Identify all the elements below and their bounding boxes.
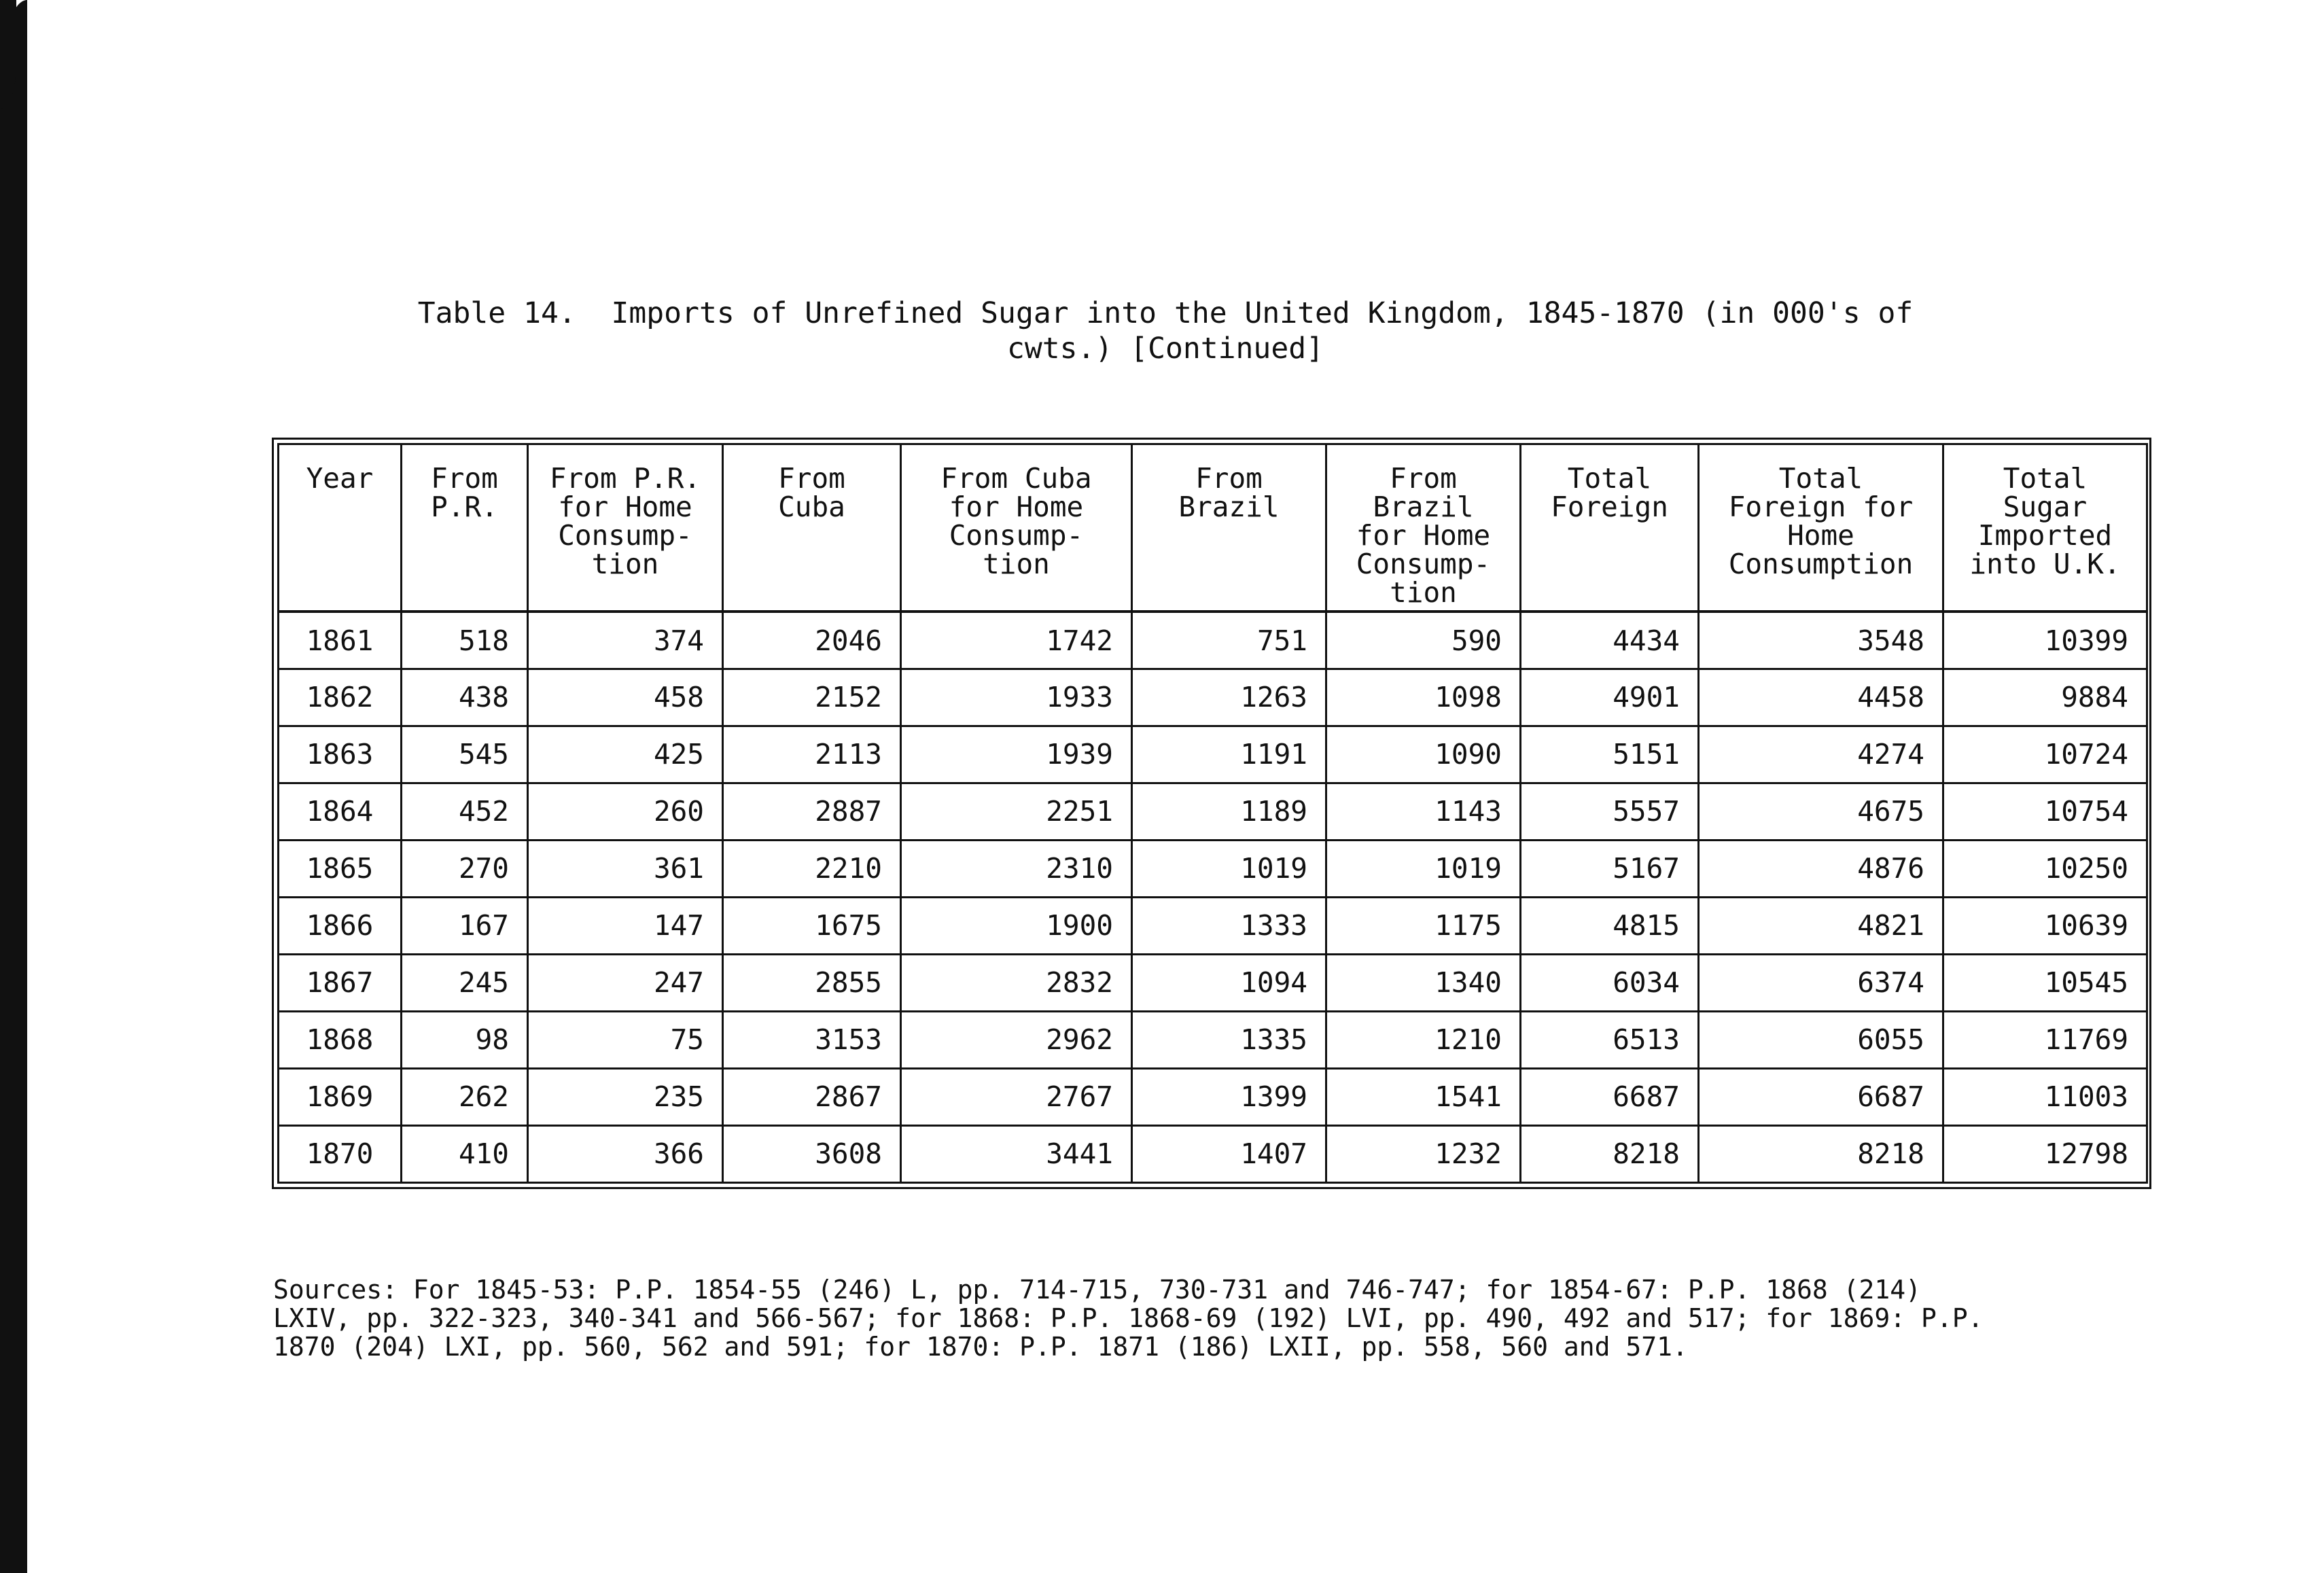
value-cell: 10545: [1943, 954, 2147, 1011]
value-cell: 1098: [1326, 669, 1521, 726]
value-cell: 4434: [1521, 612, 1699, 669]
value-cell: 6055: [1699, 1011, 1943, 1068]
value-cell: 167: [402, 897, 528, 954]
table-row: [279, 1068, 2147, 1125]
value-cell: 9884: [1943, 669, 2147, 726]
value-cell: 2962: [901, 1011, 1132, 1068]
year-cell: 1867: [279, 954, 402, 1011]
value-cell: 1143: [1326, 783, 1521, 840]
value-cell: 11769: [1943, 1011, 2147, 1068]
table-row: [279, 897, 2147, 954]
year-cell: 1868: [279, 1011, 402, 1068]
value-cell: 6374: [1699, 954, 1943, 1011]
value-cell: 410: [402, 1125, 528, 1182]
column-header: From Brazil for Home Consump- tion: [1326, 444, 1521, 612]
column-header: Total Foreign for Home Consumption: [1699, 444, 1943, 612]
value-cell: 2113: [723, 726, 901, 783]
value-cell: 235: [528, 1068, 723, 1125]
value-cell: 1333: [1132, 897, 1326, 954]
value-cell: 245: [402, 954, 528, 1011]
value-cell: 545: [402, 726, 528, 783]
value-cell: 3441: [901, 1125, 1132, 1182]
year-cell: 1865: [279, 840, 402, 897]
value-cell: 590: [1326, 612, 1521, 669]
value-cell: 1939: [901, 726, 1132, 783]
value-cell: 247: [528, 954, 723, 1011]
table-title: Table 14. Imports of Unrefined Sugar into the United Kingdom, 1845-1870 (in 000's of cwts.) [Continued]: [417, 296, 1914, 366]
value-cell: 260: [528, 783, 723, 840]
table-row: [279, 1125, 2147, 1182]
table-row: [279, 840, 2147, 897]
value-cell: 8218: [1521, 1125, 1699, 1182]
value-cell: 1019: [1132, 840, 1326, 897]
table-row: [279, 783, 2147, 840]
value-cell: 10639: [1943, 897, 2147, 954]
table-row: [279, 669, 2147, 726]
value-cell: 4821: [1699, 897, 1943, 954]
value-cell: 1407: [1132, 1125, 1326, 1182]
value-cell: 452: [402, 783, 528, 840]
value-cell: 361: [528, 840, 723, 897]
value-cell: 1335: [1132, 1011, 1326, 1068]
value-cell: 3608: [723, 1125, 901, 1182]
year-cell: 1866: [279, 897, 402, 954]
value-cell: 2251: [901, 783, 1132, 840]
value-cell: 1019: [1326, 840, 1521, 897]
value-cell: 4815: [1521, 897, 1699, 954]
table-row: [279, 612, 2147, 669]
table-body: [279, 612, 2147, 1183]
value-cell: 2046: [723, 612, 901, 669]
value-cell: 10724: [1943, 726, 2147, 783]
value-cell: 1742: [901, 612, 1132, 669]
value-cell: 518: [402, 612, 528, 669]
year-cell: 1862: [279, 669, 402, 726]
value-cell: 2832: [901, 954, 1132, 1011]
value-cell: 4274: [1699, 726, 1943, 783]
sources-note: Sources: For 1845-53: P.P. 1854-55 (246) L, pp. 714-715, 730-731 and 746-747; for 1854-67: P.P. 1868 (214) LXIV, pp. 322-323, 340-341 and 566-567; for 1868: P.P. 1868-69 (192) LVI, pp. 490, 492 and 517; for 1869: P.P. 1870 (204) LXI, pp. 560, 562 and 591; for 1870: P.P. 1871 (186) LXII, pp. 558, 560 and 571.: [273, 1275, 1984, 1362]
column-header: From Brazil: [1132, 444, 1326, 612]
value-cell: 751: [1132, 612, 1326, 669]
value-cell: 4458: [1699, 669, 1943, 726]
value-cell: 1675: [723, 897, 901, 954]
value-cell: 262: [402, 1068, 528, 1125]
value-cell: 1175: [1326, 897, 1521, 954]
value-cell: 10399: [1943, 612, 2147, 669]
year-cell: 1863: [279, 726, 402, 783]
value-cell: 5557: [1521, 783, 1699, 840]
value-cell: 75: [528, 1011, 723, 1068]
value-cell: 4675: [1699, 783, 1943, 840]
value-cell: 3548: [1699, 612, 1943, 669]
year-cell: 1870: [279, 1125, 402, 1182]
sugar-imports-table: [277, 443, 2148, 1184]
value-cell: 6687: [1521, 1068, 1699, 1125]
table-header-row: [279, 444, 2147, 612]
value-cell: 1189: [1132, 783, 1326, 840]
column-header: Total Sugar Imported into U.K.: [1943, 444, 2147, 612]
value-cell: 1340: [1326, 954, 1521, 1011]
table-row: [279, 954, 2147, 1011]
value-cell: 1541: [1326, 1068, 1521, 1125]
value-cell: 2867: [723, 1068, 901, 1125]
year-cell: 1864: [279, 783, 402, 840]
value-cell: 366: [528, 1125, 723, 1182]
sugar-imports-table-frame: [272, 438, 2151, 1189]
value-cell: 2310: [901, 840, 1132, 897]
value-cell: 5151: [1521, 726, 1699, 783]
value-cell: 5167: [1521, 840, 1699, 897]
value-cell: 1263: [1132, 669, 1326, 726]
value-cell: 10250: [1943, 840, 2147, 897]
year-cell: 1869: [279, 1068, 402, 1125]
value-cell: 2855: [723, 954, 901, 1011]
value-cell: 4901: [1521, 669, 1699, 726]
value-cell: 1933: [901, 669, 1132, 726]
value-cell: 2152: [723, 669, 901, 726]
value-cell: 147: [528, 897, 723, 954]
column-header: Year: [279, 444, 402, 612]
value-cell: 1900: [901, 897, 1132, 954]
value-cell: 1191: [1132, 726, 1326, 783]
value-cell: 3153: [723, 1011, 901, 1068]
value-cell: 1399: [1132, 1068, 1326, 1125]
value-cell: 2210: [723, 840, 901, 897]
column-header: From Cuba for Home Consump- tion: [901, 444, 1132, 612]
value-cell: 10754: [1943, 783, 2147, 840]
column-header: From P.R.: [402, 444, 528, 612]
value-cell: 1232: [1326, 1125, 1521, 1182]
value-cell: 2767: [901, 1068, 1132, 1125]
column-header: From P.R. for Home Consump- tion: [528, 444, 723, 612]
value-cell: 270: [402, 840, 528, 897]
value-cell: 1090: [1326, 726, 1521, 783]
column-header: Total Foreign: [1521, 444, 1699, 612]
value-cell: 4876: [1699, 840, 1943, 897]
value-cell: 12798: [1943, 1125, 2147, 1182]
table-row: [279, 1011, 2147, 1068]
table-row: [279, 726, 2147, 783]
value-cell: 425: [528, 726, 723, 783]
year-cell: 1861: [279, 612, 402, 669]
value-cell: 2887: [723, 783, 901, 840]
value-cell: 6513: [1521, 1011, 1699, 1068]
value-cell: 438: [402, 669, 528, 726]
scan-edge-mark-right: [0, 0, 27, 1573]
value-cell: 458: [528, 669, 723, 726]
column-header: From Cuba: [723, 444, 901, 612]
value-cell: 6687: [1699, 1068, 1943, 1125]
value-cell: 8218: [1699, 1125, 1943, 1182]
value-cell: 98: [402, 1011, 528, 1068]
value-cell: 11003: [1943, 1068, 2147, 1125]
value-cell: 1210: [1326, 1011, 1521, 1068]
value-cell: 374: [528, 612, 723, 669]
value-cell: 6034: [1521, 954, 1699, 1011]
value-cell: 1094: [1132, 954, 1326, 1011]
